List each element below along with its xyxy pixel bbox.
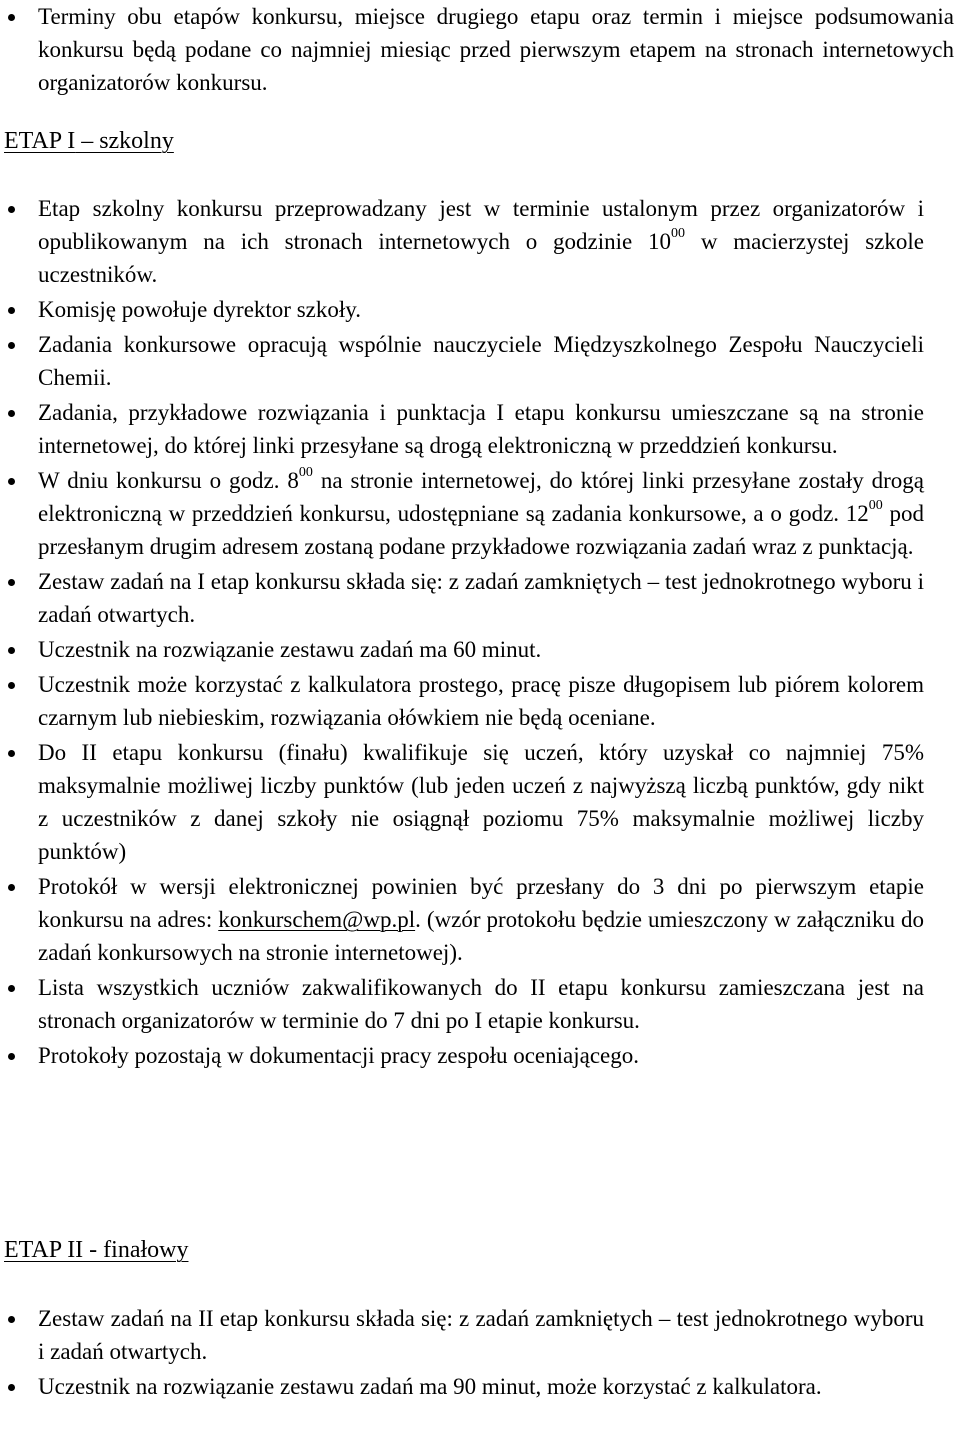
intro-paragraph: Terminy obu etapów konkursu, miejsce drugiego etapu oraz termin i miejsce podsumowania konkursu będą podane co najmniej miesiąc przed pierwszym etapem na stronach internetowych organizatorów konkursu. (4, 0, 954, 99)
email-link[interactable]: konkurschem@wp.pl (218, 907, 416, 932)
etap-1-item-12: Protokoły pozostają w dokumentacji pracy zespołu oceniającego. (4, 1039, 924, 1072)
etap-1-item-1-sup: 00 (671, 226, 686, 242)
etap-1-heading-strong: ETAP I (4, 128, 76, 154)
etap-1-item-7: Uczestnik na rozwiązanie zestawu zadań ma 60 minut. (4, 633, 924, 666)
etap-1-item-1-pre: Etap szkolny konkursu przeprowadzany jest w terminie ustalonym przez organizatorów i opublikowanym na ich stronach internetowych o godzinie 10 (38, 196, 924, 254)
etap-1-item-8: Uczestnik może korzystać z kalkulatora prostego, pracę pisze długopisem lub piórem kolorem czarnym lub niebieskim, rozwiązania ołówkiem nie będą oceniane. (4, 668, 924, 734)
etap-1-heading-rest: – szkolny (75, 128, 174, 154)
etap-1-item-10-post: . (wzór protokołu będzie umieszczony w załączniku do zadań konkursowych na stronie internetowej). (38, 907, 924, 965)
etap-2-item-1: Zestaw zadań na II etap konkursu składa się: z zadań zamkniętych – test jednokrotnego wyboru i zadań otwartych. (4, 1302, 924, 1368)
etap-1-item-9: Do II etapu konkursu (finału) kwalifikuje się uczeń, który uzyskał co najmniej 75% maksymalnie możliwej liczby punktów (lub jeden uczeń z najwyższą liczbą punktów, gdy nikt z uczestników z danej szkoły nie osiągnął poziomu 75% maksymalnie możliwej liczby punktów) (4, 736, 924, 868)
etap-2-item-2: Uczestnik na rozwiązanie zestawu zadań ma 90 minut, może korzystać z kalkulatora. (4, 1370, 924, 1403)
etap-1-item-4: Zadania, przykładowe rozwiązania i punktacja I etapu konkursu umieszczane są na stronie internetowej, do której linki przesyłane są drogą elektroniczną w przeddzień konkursu. (4, 396, 924, 462)
etap-1-item-5-part1: W dniu konkursu o godz. 8 (38, 468, 299, 493)
etap-1-heading (4, 125, 174, 158)
etap-1-item-5-sup2: 00 (868, 498, 883, 514)
etap-1-item-5-sup1: 00 (298, 465, 313, 481)
etap-1-item-11: Lista wszystkich uczniów zakwalifikowanych do II etapu konkursu zamieszczana jest na stronach organizatorów w terminie do 7 dni po I etapie konkursu. (4, 971, 924, 1037)
etap-2-list (4, 1302, 924, 1403)
etap-2-heading: ETAP II - finałowy (4, 1237, 189, 1263)
etap-1-item-6: Zestaw zadań na I etap konkursu składa się: z zadań zamkniętych – test jednokrotnego wyboru i zadań otwartych. (4, 565, 924, 631)
etap-1-item-1 (4, 192, 924, 291)
etap-1-item-1-post: w macierzystej szkole uczestników. (38, 229, 924, 287)
etap-1-item-10-pre: Protokół w wersji elektronicznej powinien być przesłany do 3 dni po pierwszym etapie konkursu na adres: (38, 874, 924, 932)
etap-1-item-10 (4, 870, 924, 969)
etap-1-item-5-part2: na stronie internetowej, do której linki przesyłane zostały drogą elektroniczną w przeddzień konkursu, udostępniane są zadania konkursowe, a o godz. 12 (38, 468, 924, 526)
etap-1-item-3: Zadania konkursowe opracują wspólnie nauczyciele Międzyszkolnego Zespołu Nauczycieli Chemii. (4, 328, 924, 394)
etap-1-item-2: Komisję powołuje dyrektor szkoły. (4, 293, 924, 326)
etap-1-list (4, 192, 924, 1072)
etap-1-item-5-part3: pod przesłanym drugim adresem zostaną podane przykładowe rozwiązania zadań wraz z punktacją. (38, 501, 925, 559)
etap-1-item-5 (4, 464, 924, 563)
